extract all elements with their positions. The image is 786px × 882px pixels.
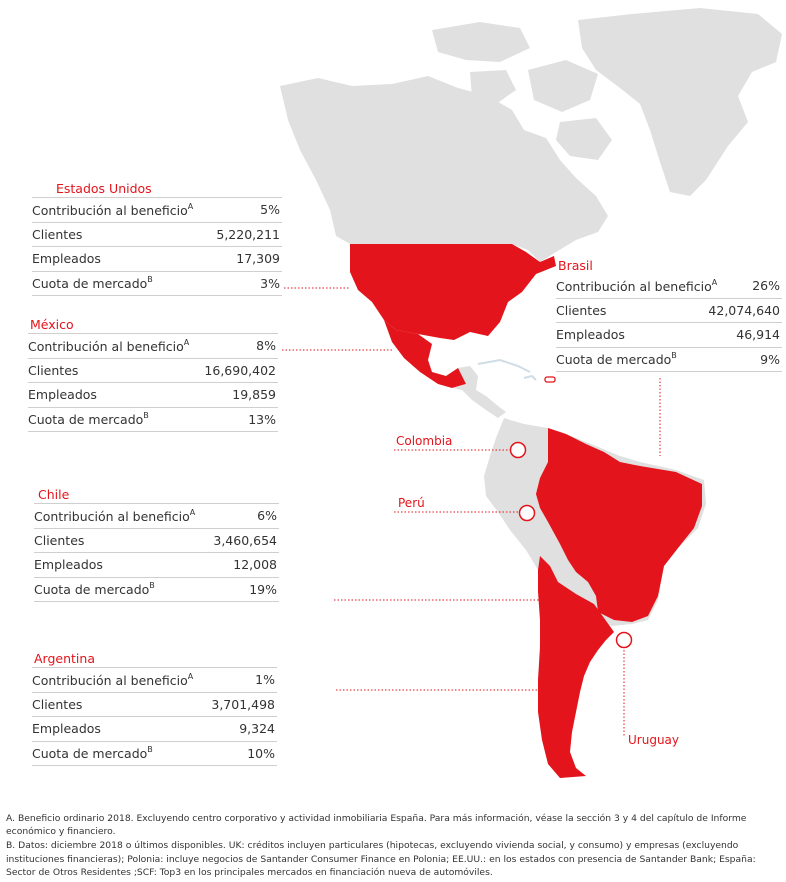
arctic-island-1 xyxy=(432,22,530,62)
stat-label: Empleados xyxy=(32,721,101,737)
stat-value: 1% xyxy=(255,672,275,688)
stat-value: 17,309 xyxy=(236,251,280,267)
stat-label: Cuota de mercado$^B$ xyxy=(32,745,153,762)
stat-row xyxy=(32,717,277,742)
stat-value: 10% xyxy=(247,745,275,761)
arctic-island-4 xyxy=(556,118,612,160)
stat-label: Cuota de mercado$^B$ xyxy=(556,351,677,368)
footnote-b-text: Datos: diciembre 2018 o últimos disponibles. UK: créditos incluyen particulares (hipotecas, excluyendo vivienda social, y consumo) y empresas (excluyendo instituciones financieras); Polonia: incluye negocios de Santander Consumer Finance en Polonia; EE.UU.: en los estados con presencia de Santander Bank; España: Sector de Otros Residentes ;SCF: Top3 en los principales mercados en financiación nueva de automóviles. xyxy=(6,840,756,878)
usa-shape xyxy=(350,244,556,340)
stat-row xyxy=(32,247,282,272)
stat-label: Cuota de mercado$^B$ xyxy=(32,275,153,292)
stat-label: Cuota de mercado$^B$ xyxy=(34,581,155,598)
block-brasil xyxy=(556,257,782,372)
block-estados-unidos xyxy=(32,180,282,296)
footnote-a-text: Beneficio ordinario 2018. Excluyendo centro corporativo y actividad inmobiliaria España. Para más información, véase la sección 3 y 4 del capítulo de Informe económico y financiero. xyxy=(6,813,747,838)
cuba-shape xyxy=(478,360,530,372)
stat-value: 46,914 xyxy=(736,327,780,343)
stat-row xyxy=(32,223,282,248)
stat-row xyxy=(32,272,282,297)
footnotes xyxy=(6,812,776,879)
stat-row xyxy=(556,348,782,373)
block-title: México xyxy=(28,316,278,334)
block-chile xyxy=(34,486,279,602)
stat-label: Clientes xyxy=(32,696,83,712)
stat-value: 5,220,211 xyxy=(216,226,280,242)
stat-row xyxy=(556,323,782,348)
stat-row xyxy=(28,334,278,359)
block-title: Chile xyxy=(34,486,279,504)
block-title: Argentina xyxy=(32,650,277,668)
stat-value: 26% xyxy=(752,278,780,294)
peru-marker xyxy=(520,506,535,521)
stat-row xyxy=(32,198,282,223)
stat-value: 19,859 xyxy=(232,387,276,403)
stat-row xyxy=(32,693,277,718)
stat-row xyxy=(556,299,782,324)
stat-value: 12,008 xyxy=(233,557,277,573)
stat-label: Clientes xyxy=(556,302,607,318)
footnote-b xyxy=(6,839,776,879)
stat-row xyxy=(28,383,278,408)
puerto-rico-shape xyxy=(545,377,555,382)
stat-row xyxy=(28,408,278,433)
stat-value: 5% xyxy=(260,202,280,218)
stat-value: 6% xyxy=(257,508,277,524)
uruguay-label: Uruguay xyxy=(628,733,679,747)
stat-row xyxy=(556,274,782,299)
stat-label: Empleados xyxy=(34,557,103,573)
peru-label: Perú xyxy=(398,496,425,510)
greenland-shape xyxy=(578,8,782,196)
stat-value: 13% xyxy=(248,411,276,427)
stat-label: Contribución al beneficio$^A$ xyxy=(32,671,194,688)
stat-value: 8% xyxy=(256,338,276,354)
stat-row xyxy=(34,504,279,529)
footnote-a-prefix: A. xyxy=(6,813,16,824)
footnote-a xyxy=(6,812,776,838)
stat-row xyxy=(34,553,279,578)
stat-value: 3,701,498 xyxy=(211,696,275,712)
block-title: Brasil xyxy=(558,258,593,273)
stat-label: Contribución al beneficio$^A$ xyxy=(28,337,190,354)
stat-label: Contribución al beneficio$^A$ xyxy=(32,201,194,218)
stat-label: Empleados xyxy=(28,387,97,403)
stat-label: Cuota de mercado$^B$ xyxy=(28,411,149,428)
stat-value: 19% xyxy=(249,581,277,597)
stat-label: Clientes xyxy=(34,532,85,548)
block-mexico xyxy=(28,316,278,432)
colombia-marker xyxy=(511,443,526,458)
stat-label: Empleados xyxy=(32,251,101,267)
stat-label: Clientes xyxy=(32,226,83,242)
stat-row xyxy=(28,359,278,384)
stat-value: 9% xyxy=(760,351,780,367)
block-title: Estados Unidos xyxy=(32,180,282,198)
stat-label: Clientes xyxy=(28,362,79,378)
stat-row xyxy=(32,668,277,693)
stat-row xyxy=(34,529,279,554)
arctic-island-2 xyxy=(528,60,598,112)
stat-value: 42,074,640 xyxy=(708,302,780,318)
stat-value: 3% xyxy=(260,275,280,291)
block-argentina xyxy=(32,650,277,766)
stat-label: Contribución al beneficio$^A$ xyxy=(556,277,718,294)
stat-value: 16,690,402 xyxy=(204,362,276,378)
stat-value: 9,324 xyxy=(239,721,275,737)
colombia-label: Colombia xyxy=(396,434,453,448)
uruguay-marker xyxy=(617,633,632,648)
stat-label: Contribución al beneficio$^A$ xyxy=(34,507,196,524)
stat-row xyxy=(32,742,277,767)
stat-value: 3,460,654 xyxy=(213,532,277,548)
footnote-b-prefix: B. xyxy=(6,840,16,852)
island-hispaniola xyxy=(524,376,536,380)
stat-row xyxy=(34,578,279,603)
stat-label: Empleados xyxy=(556,327,625,343)
